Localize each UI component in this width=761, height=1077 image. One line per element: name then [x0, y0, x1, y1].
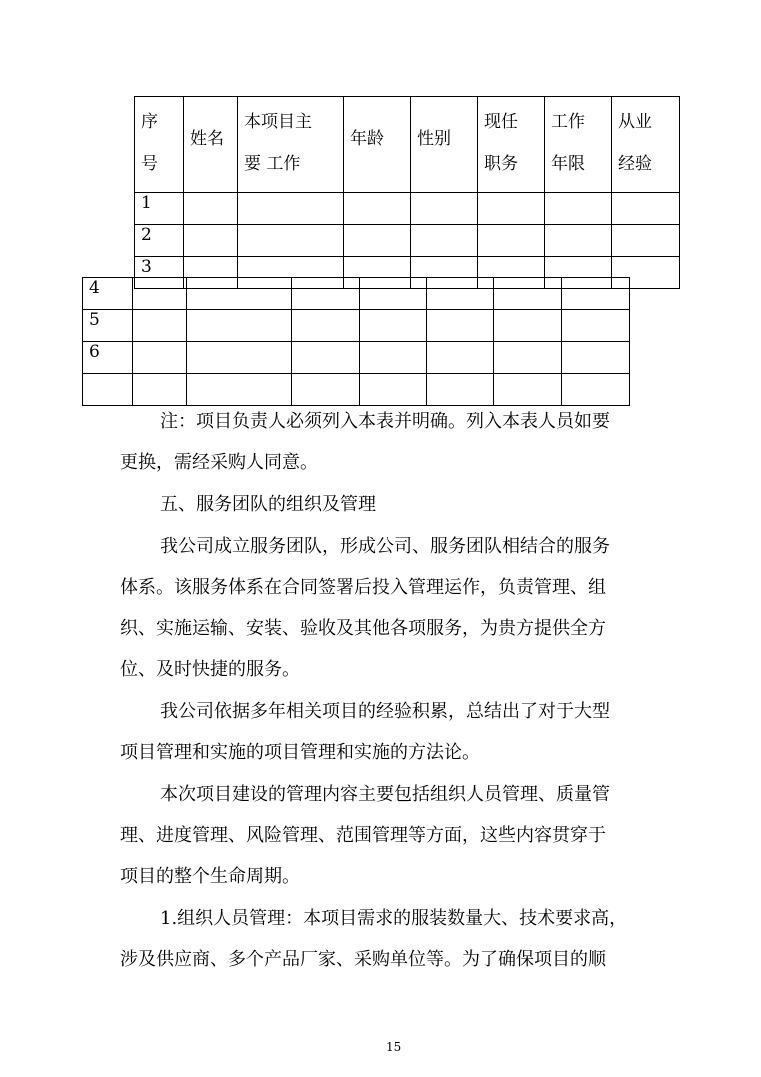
table-cell: [545, 193, 612, 225]
table-cell: [344, 193, 411, 225]
header-experience: 从业 经验: [612, 97, 680, 193]
paragraph-line: 位、及时快捷的服务。: [120, 659, 300, 680]
header-main-work: 本项目主 要 工作: [238, 97, 344, 193]
table-cell: [133, 342, 187, 374]
table-cell: [478, 225, 545, 257]
header-gender: 性别: [411, 97, 478, 193]
table-cell: [360, 374, 427, 406]
table-cell: [494, 374, 562, 406]
table-cell: [360, 342, 427, 374]
header-position: 现任 职务: [478, 97, 545, 193]
table-cell: [184, 225, 238, 257]
table-cell: [562, 310, 630, 342]
row-number-cell: 3: [135, 257, 184, 289]
row-number-cell: 5: [83, 310, 133, 342]
table-cell: [494, 342, 562, 374]
header-seq: 序 号: [135, 97, 184, 193]
table-cell: [427, 342, 494, 374]
table-cell: [562, 278, 630, 310]
table-cell: [562, 374, 630, 406]
table-cell: [133, 278, 187, 310]
paragraph-line: 项目管理和实施的项目管理和实施的方法论。: [120, 742, 480, 763]
paragraph-line: 本次项目建设的管理内容主要包括组织人员管理、质量管: [160, 784, 610, 805]
table-cell: [292, 310, 360, 342]
table-cell: [360, 310, 427, 342]
row-number-cell: 4: [83, 278, 133, 310]
paragraph-line: 涉及供应商、多个产品厂家、采购单位等。为了确保项目的顺: [120, 949, 606, 970]
table-cell: [478, 193, 545, 225]
row-number-cell: [83, 374, 133, 406]
table-cell: [184, 193, 238, 225]
paragraph-line: 我公司成立服务团队，形成公司、服务团队相结合的服务: [160, 536, 610, 557]
table-row: [83, 374, 630, 406]
table-cell: [411, 225, 478, 257]
table-cell: [238, 225, 344, 257]
table-cell: [612, 225, 680, 257]
row-number-cell: 2: [135, 225, 184, 257]
table-cell: [187, 374, 292, 406]
table-cell: [494, 310, 562, 342]
header-age: 年龄: [344, 97, 411, 193]
table-cell: [344, 225, 411, 257]
table-cell: [494, 278, 562, 310]
row-number-cell: 1: [135, 193, 184, 225]
staff-table-part1: [134, 96, 680, 289]
table-row: [83, 342, 630, 374]
paragraph-line: 注：项目负责人必须列入本表并明确。列入本表人员如要: [160, 411, 610, 432]
table-header-row: [135, 97, 680, 193]
table-cell: [612, 193, 680, 225]
staff-table-part2: [82, 277, 630, 406]
table-cell: [292, 374, 360, 406]
table-row: [135, 193, 680, 225]
table-cell: [411, 193, 478, 225]
paragraph-line: 项目的整个生命周期。: [120, 866, 300, 887]
table-cell: [427, 278, 494, 310]
table-row: [135, 225, 680, 257]
header-years: 工作 年限: [545, 97, 612, 193]
table-cell: [427, 310, 494, 342]
table-cell: [427, 374, 494, 406]
table-cell: [545, 225, 612, 257]
page-number: 15: [386, 1040, 402, 1054]
table-cell: [292, 278, 360, 310]
section-heading: 五、服务团队的组织及管理: [160, 494, 376, 515]
table-cell: [133, 310, 187, 342]
table-cell: [292, 342, 360, 374]
table-cell: [562, 342, 630, 374]
table-cell: [133, 374, 187, 406]
paragraph-line: 理、进度管理、风险管理、范围管理等方面，这些内容贯穿于: [120, 825, 606, 846]
paragraph-line: 我公司依据多年相关项目的经验积累，总结出了对于大型: [160, 701, 610, 722]
paragraph-line: 体系。该服务体系在合同签署后投入管理运作，负责管理、组: [120, 577, 606, 598]
table-row: [83, 310, 630, 342]
row-number-cell: 6: [83, 342, 133, 374]
table-cell: [360, 278, 427, 310]
paragraph-line: 更换，需经采购人同意。: [120, 452, 318, 473]
table-cell: [187, 278, 292, 310]
table-cell: [187, 342, 292, 374]
table-cell: [187, 310, 292, 342]
header-name: 姓名: [184, 97, 238, 193]
table-cell: [238, 193, 344, 225]
paragraph-line: 1.组织人员管理：本项目需求的服装数量大、技术要求高，: [160, 908, 628, 929]
table-row: [83, 278, 630, 310]
paragraph-line: 织、实施运输、安装、验收及其他各项服务，为贵方提供全方: [120, 618, 606, 639]
